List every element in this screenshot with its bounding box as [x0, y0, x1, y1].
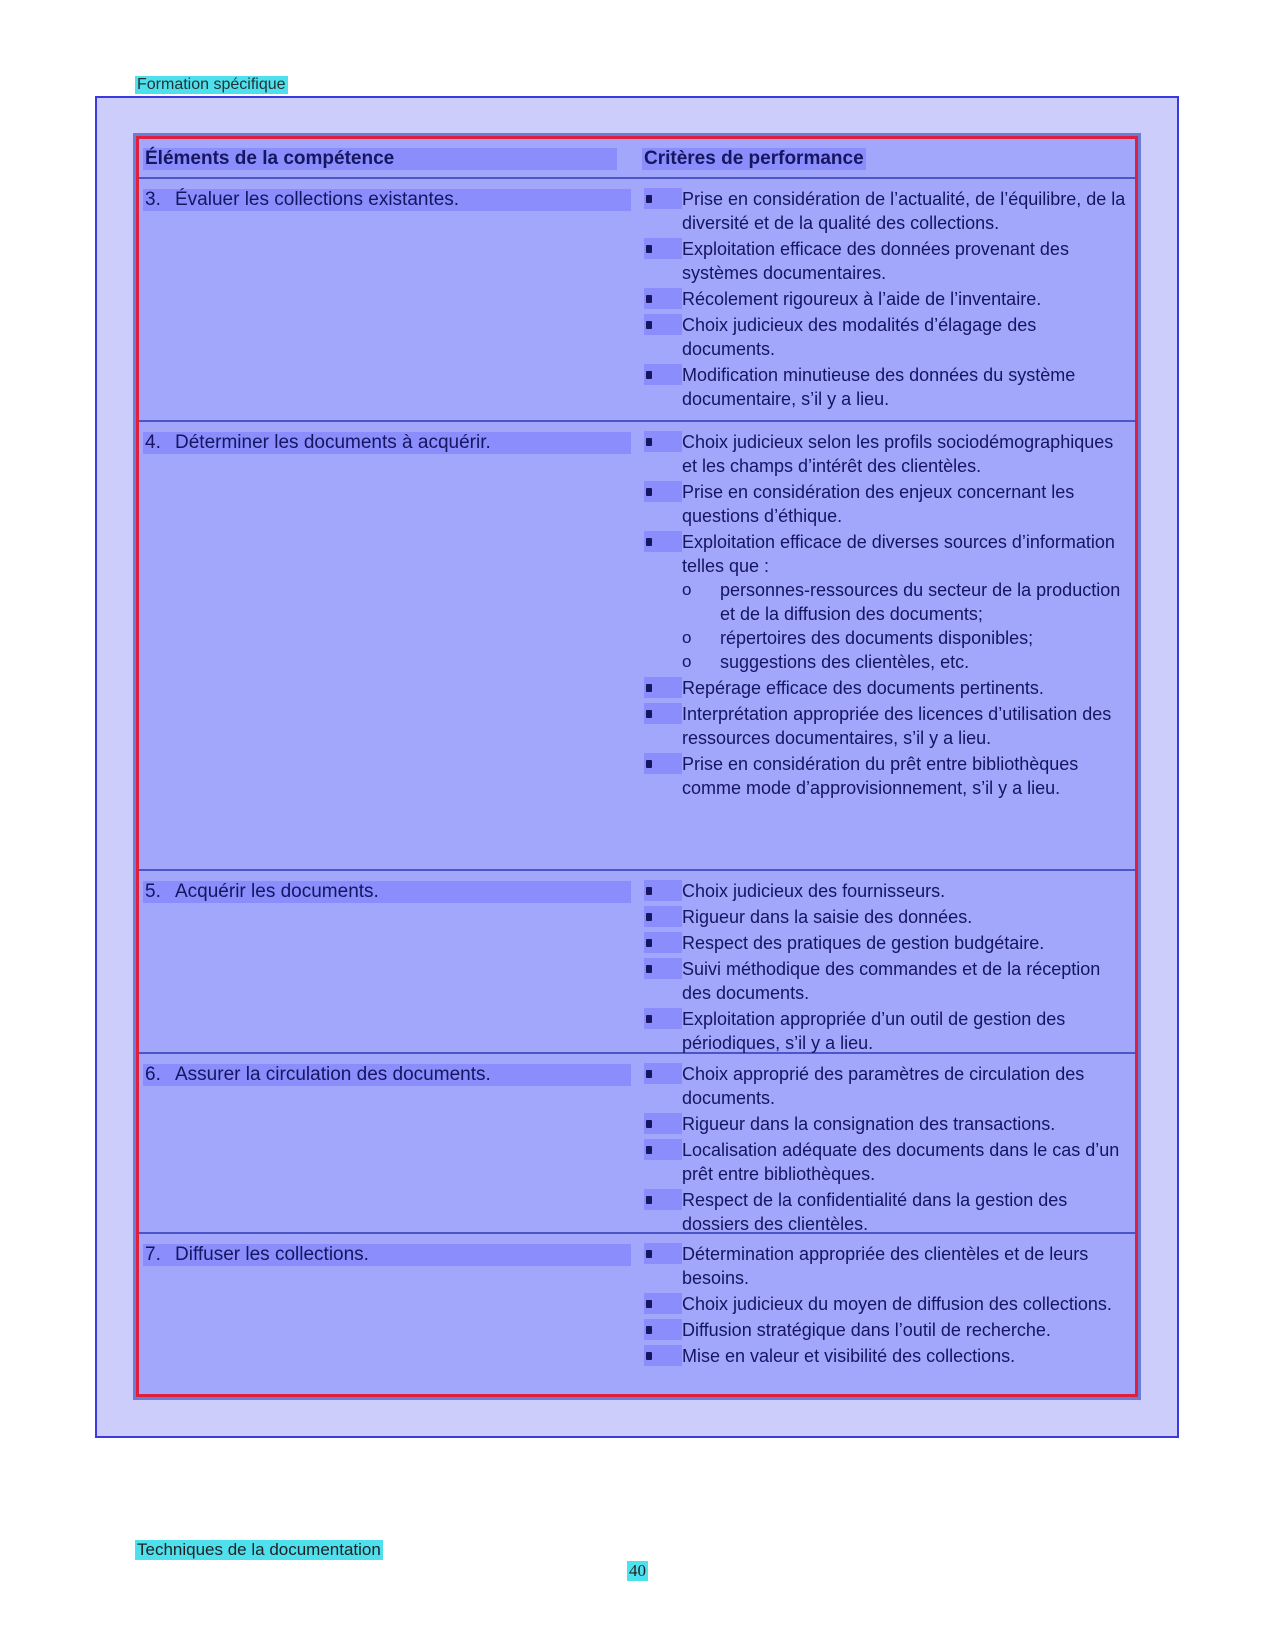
criterion-text: Interprétation appropriée des licences d’utilisation des ressources documentaires, s’il y a lieu.: [682, 704, 1112, 748]
criterion-text: Choix approprié des paramètres de circulation des documents.: [682, 1064, 1085, 1108]
criterion-text: Prise en considération du prêt entre bibliothèques comme mode d’approvisionnement, s’il y a lieu.: [682, 754, 1079, 798]
criterion-text: Rigueur dans la consignation des transactions.: [682, 1114, 1056, 1134]
criterion-text: Rigueur dans la saisie des données.: [682, 907, 973, 927]
criterion-text: Choix judicieux des modalités d’élagage des documents.: [682, 315, 1037, 359]
criterion-text: Localisation adéquate des documents dans le cas d’un prêt entre bibliothèques.: [682, 1140, 1120, 1184]
sub-item-text: répertoires des documents disponibles;: [720, 628, 1034, 648]
footer-program-title: Techniques de la documentation: [137, 1540, 381, 1559]
table-border: [136, 136, 1138, 1397]
criterion-text: Choix judicieux selon les profils sociodémographiques et les champs d’intérêt des clientèles.: [682, 432, 1114, 476]
criterion-text: Suivi méthodique des commandes et de la réception des documents.: [682, 959, 1101, 1003]
sub-item-text: personnes-ressources du secteur de la production et de la diffusion des documents;: [720, 580, 1121, 624]
criterion-text: Modification minutieuse des données du système documentaire, s’il y a lieu.: [682, 365, 1076, 409]
running-header: Formation spécifique: [137, 76, 286, 93]
column-header-elements: Éléments de la compétence: [143, 148, 617, 170]
sub-item-text: suggestions des clientèles, etc.: [720, 652, 970, 672]
criterion-text: Choix judicieux du moyen de diffusion des collections.: [682, 1294, 1112, 1314]
criterion-text: Repérage efficace des documents pertinents.: [682, 678, 1044, 698]
element-text: Déterminer les documents à acquérir.: [175, 432, 491, 453]
element-text: Assurer la circulation des documents.: [175, 1064, 491, 1085]
criterion-text: Récolement rigoureux à l’aide de l’inventaire.: [682, 289, 1042, 309]
element-number: 5.: [145, 881, 161, 902]
criterion-text: Exploitation appropriée d’un outil de gestion des périodiques, s’il y a lieu.: [682, 1009, 1066, 1053]
element-number: 7.: [145, 1244, 161, 1265]
criterion-text: Mise en valeur et visibilité des collections.: [682, 1346, 1016, 1366]
criterion-text: Exploitation efficace des données provenant des systèmes documentaires.: [682, 239, 1069, 283]
element-number: 6.: [145, 1064, 161, 1085]
criterion-text: Respect des pratiques de gestion budgétaire.: [682, 933, 1045, 953]
sub-marker: o: [682, 580, 692, 599]
criterion-text: Choix judicieux des fournisseurs.: [682, 881, 946, 901]
element-number: 4.: [145, 432, 161, 453]
element-text: Acquérir les documents.: [175, 881, 379, 902]
element-text: Évaluer les collections existantes.: [175, 189, 460, 210]
sub-marker: o: [682, 652, 692, 671]
element-number: 3.: [145, 189, 161, 210]
criterion-text: Exploitation efficace de diverses sources d’information telles que :: [682, 532, 1115, 576]
element-text: Diffuser les collections.: [175, 1244, 369, 1265]
column-header-criteria: Critères de performance: [644, 148, 864, 169]
criterion-text: Prise en considération de l’actualité, de l’équilibre, de la diversité et de la qualité des collections.: [682, 189, 1126, 233]
criterion-text: Diffusion stratégique dans l’outil de recherche.: [682, 1320, 1051, 1340]
criterion-text: Prise en considération des enjeux concernant les questions d’éthique.: [682, 482, 1075, 526]
page-number: 40: [629, 1561, 646, 1580]
criterion-text: Détermination appropriée des clientèles et de leurs besoins.: [682, 1244, 1089, 1288]
criterion-text: Respect de la confidentialité dans la gestion des dossiers des clientèles.: [682, 1190, 1068, 1234]
sub-marker: o: [682, 628, 692, 647]
